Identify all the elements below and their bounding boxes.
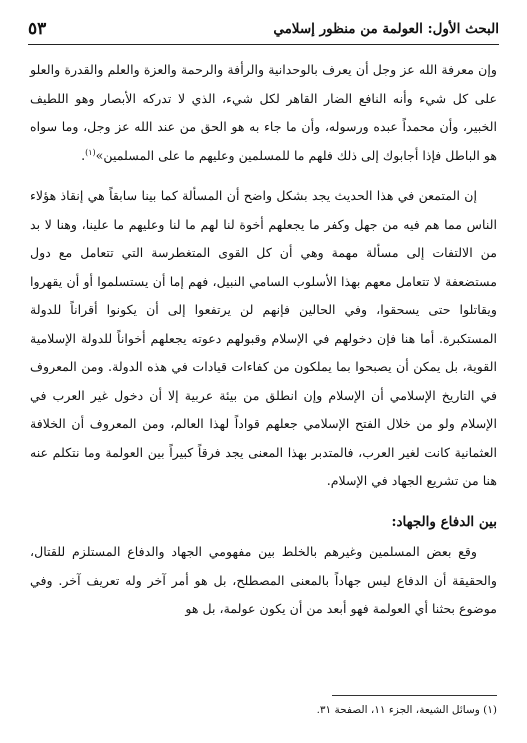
header-divider [28,44,499,45]
paragraph-2: إن المتمعن في هذا الحديث يجد بشكل واضح أن المسألة كما بينا سابقاً هي إنقاذ هؤلاء الناس مما هم فيه من جهل وكفر ما يجعلهم أخوة لنا لهم ما لنا وعليهم ما علينا، وهنا لا بد من الالتفات إلى مسألة مهمة وهي أن كل القوى المتغطرسة التي تتعامل مع دول مستضعفة لا تتعامل معهم بهذا الأسلوب السامي النبيل، فهم إما أن يستسلموا أو أن يقهروا ويقاتلوا حتى يسحقوا، وفي الحالين فإنهم لن يرتفعوا إلى أن يكونوا أقراناً للدولة المستكبرة. أما هنا فإن دخولهم في الإسلام وقبولهم دعوته يجعلهم أخواناً للدولة الإسلامية القوية، بل يمكن أن يصبحوا بما يملكون من كفاءات قيادات في هذه الدولة. ومن المعروف في التاريخ الإسلامي أن الإسلام وإن انطلق من بيئة عربية إلا أن دخول غير العرب في الإسلام ولو من خلال الفتح الإسلامي جعلهم قواداً لهذا العالم، ومن المعروف أن الخلافة العثمانية كانت لغير العرب، فالمتدبر بهذا المعنى يجد فرقاً كبيراً بين العولمة وما نتكلم عنه هنا من تشريع الجهاد في الإسلام. [30,188,497,488]
body-text [30,56,497,636]
page-number: ٥٣ [28,19,47,39]
section-heading: بين الدفاع والجهاد: [391,513,497,530]
paragraph-3: وقع بعض المسلمين وغيرهم بالخلط بين مفهومي الجهاد والدفاع المستلزم للقتال، والحقيقة أن الدفاع ليس جهاداً بالمعنى المصطلح، بل هو أمر آخر وله تعريف آخر. وفي موضوع بحثنا أي العولمة فهو أبعد من أن يكون عولمة، بل هو [30,544,497,616]
paragraph-1 [30,56,497,170]
paragraph-1-end: . [81,147,86,163]
running-title: البحث الأول: العولمة من منظور إسلامي [273,21,499,37]
paragraph-1-text: وإن معرفة الله عز وجل أن يعرف بالوحدانية والرأفة والرحمة والعزة والعلم والقدرة والعلو على كل شيء وأنه النافع الضار القاهر لكل شيء، الذي لا تدركه الأبصار وهو اللطيف الخبير، وأن محمداً عبده ورسوله، وأن ما جاء به هو الحق من عند الله عز وجل، وما سواه هو الباطل فإذا أجابوك إلى ذلك فلهم ما للمسلمين وعليهم ما على المسلمين» [30,62,497,163]
footnote-mark: (١) [85,147,96,157]
footnote: (١) وسائل الشيعة، الجزء ١١، الصفحة ٣١. [316,704,497,716]
page-header [28,16,499,42]
footnote-divider [332,695,497,696]
